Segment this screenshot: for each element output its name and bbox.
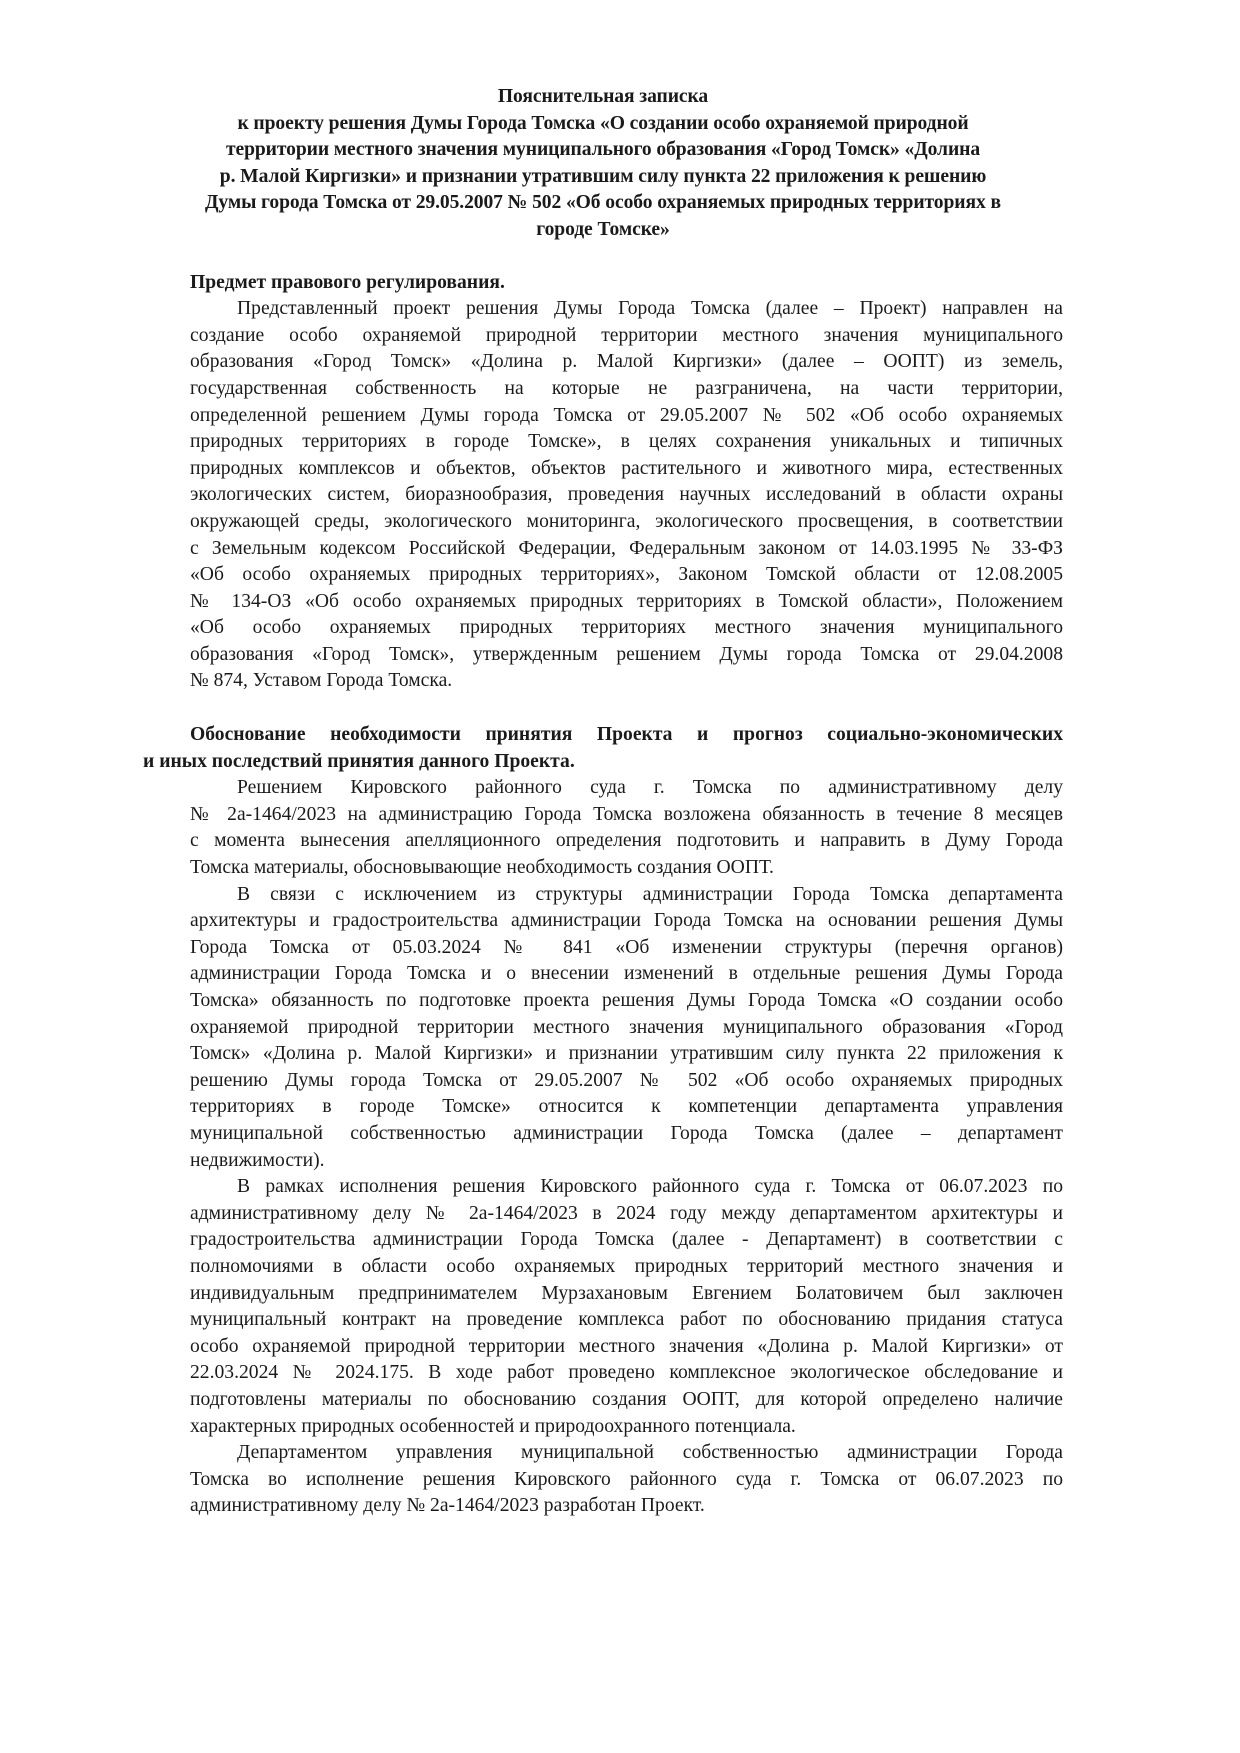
text-line: В рамках исполнения решения Кировского районного суда г. Томска от 06.07.2023 по xyxy=(237,1176,1063,1198)
text-line: природных комплексов и объектов, объектов растительного и животного мира, естественных xyxy=(190,457,1063,479)
paragraph-contract xyxy=(143,1174,1063,1440)
text-line: Томска материалы, обосновывающие необходимость создания ООПТ. xyxy=(190,857,774,879)
text-line: территориях в городе Томске» относится к компетенции департамента управления xyxy=(190,1096,1063,1118)
text-line: охраняемой природной территории местного значения муниципального образования «Город xyxy=(190,1016,1063,1038)
text-line: № 134-ОЗ «Об особо охраняемых природных территориях в Томской области», Положением xyxy=(190,590,1063,612)
paragraph-legal-regulation xyxy=(143,296,1063,695)
document-page xyxy=(143,84,1063,1520)
text-line: административному делу № 2а-1464/2023 разработан Проект. xyxy=(190,1495,705,1517)
title-line: Думы города Томска от 29.05.2007 № 502 «Об особо охраняемых природных территориях в xyxy=(205,192,1001,214)
text-line: решению Думы города Томска от 29.05.2007 № 502 «Об особо охраняемых природных xyxy=(190,1069,1063,1091)
text-line: Департаментом управления муниципальной собственностью администрации Города xyxy=(237,1442,1063,1464)
paragraph-project-developed xyxy=(143,1440,1063,1520)
text-line: полномочиями в области особо охраняемых природных территорий местного значения и xyxy=(190,1255,1063,1277)
text-line: Томск» «Долина р. Малой Киргизки» и признании утратившим силу пункта 22 приложения к xyxy=(190,1043,1063,1065)
text-line: особо охраняемой природной территории местного значения «Долина р. Малой Киргизки» от xyxy=(190,1335,1063,1357)
text-line: градостроительства администрации Города Томска (далее - Департамент) в соответствии с xyxy=(190,1229,1063,1251)
title-line: городе Томске» xyxy=(536,218,670,240)
text-line: «Об особо охраняемых природных территориях», Законом Томской области от 12.08.2005 xyxy=(190,564,1063,586)
text-line: В связи с исключением из структуры администрации Города Томска департамента xyxy=(237,883,1063,905)
text-line: № 2а-1464/2023 на администрацию Города Томска возложена обязанность в течение 8 месяцев xyxy=(190,803,1063,825)
text-line: образования «Город Томск» «Долина р. Малой Киргизки» (далее – ООПТ) из земель, xyxy=(190,351,1063,373)
text-line: Решением Кировского районного суда г. Томска по административному делу xyxy=(237,777,1063,799)
text-line: муниципальной собственностью администрации Города Томска (далее – департамент xyxy=(190,1122,1063,1144)
text-line: окружающей среды, экологического мониторинга, экологического просвещения, в соответствии xyxy=(190,510,1063,532)
heading-line: и иных последствий принятия данного Проекта. xyxy=(143,750,575,772)
text-line: Представленный проект решения Думы Города Томска (далее – Проект) направлен на xyxy=(237,298,1063,320)
text-line: характерных природных особенностей и природоохранного потенциала. xyxy=(190,1415,796,1437)
text-line: определенной решением Думы города Томска от 29.05.2007 № 502 «Об особо охраняемых xyxy=(190,404,1063,426)
title-line: к проекту решения Думы Города Томска «О создании особо охраняемой природной xyxy=(237,112,969,134)
text-line: создание особо охраняемой природной территории местного значения муниципального xyxy=(190,324,1063,346)
text-line: недвижимости). xyxy=(190,1149,325,1171)
title-line: р. Малой Киргизки» и признании утратившим силу пункта 22 приложения к решению xyxy=(219,165,987,187)
text-line: Томска во исполнение решения Кировского районного суда г. Томска от 06.07.2023 по xyxy=(190,1468,1063,1490)
title-line: территории местного значения муниципального образования «Город Томск» «Долина xyxy=(225,139,981,161)
section-heading-justification xyxy=(143,722,1063,775)
text-line: 22.03.2024 № 2024.175. В ходе работ проведено комплексное экологическое обследование и xyxy=(190,1362,1063,1384)
text-line: с момента вынесения апелляционного определения подготовить и направить в Думу Города xyxy=(190,830,1063,852)
paragraph-court-decision xyxy=(143,775,1063,881)
section-heading-legal-regulation: Предмет правового регулирования. xyxy=(190,271,505,293)
text-line: административному делу № 2а-1464/2023 в 2024 году между департаментом архитектуры и xyxy=(190,1202,1063,1224)
text-line: образования «Город Томск», утвержденным решением Думы города Томска от 29.04.2008 xyxy=(190,643,1063,665)
text-line: с Земельным кодексом Российской Федерации, Федеральным законом от 14.03.1995 № 33-ФЗ xyxy=(190,537,1063,559)
text-line: индивидуальным предпринимателем Мурзахановым Евгением Болатовичем был заключен xyxy=(190,1282,1063,1304)
heading-line: Обоснование необходимости принятия Проекта и прогноз социально-экономических xyxy=(190,724,1063,746)
text-line: администрации Города Томска и о внесении изменений в отдельные решения Думы Города xyxy=(190,963,1063,985)
text-line: «Об особо охраняемых природных территориях местного значения муниципального xyxy=(190,617,1063,639)
text-line: Города Томска от 05.03.2024 № 841 «Об изменении структуры (перечня органов) xyxy=(190,936,1063,958)
text-line: архитектуры и градостроительства администрации Города Томска на основании решения Думы xyxy=(190,910,1063,932)
text-line: государственная собственность на которые не разграничена, на части территории, xyxy=(190,377,1063,399)
text-line: муниципальный контракт на проведение комплекса работ по обоснованию придания статуса xyxy=(190,1309,1063,1331)
document-title xyxy=(143,84,1063,244)
text-line: подготовлены материалы по обоснованию создания ООПТ, для которой определено наличие xyxy=(190,1388,1063,1410)
title-line: Пояснительная записка xyxy=(497,86,709,107)
text-line: № 874, Уставом Города Томска. xyxy=(190,670,453,692)
text-line: Томска» обязанность по подготовке проекта решения Думы Города Томска «О создании особо xyxy=(190,990,1063,1011)
text-line: экологических систем, биоразнообразия, проведения научных исследований в области охраны xyxy=(190,484,1063,506)
text-line: природных территориях в городе Томске», в целях сохранения уникальных и типичных xyxy=(190,431,1063,453)
paragraph-structure-change xyxy=(143,882,1063,1175)
